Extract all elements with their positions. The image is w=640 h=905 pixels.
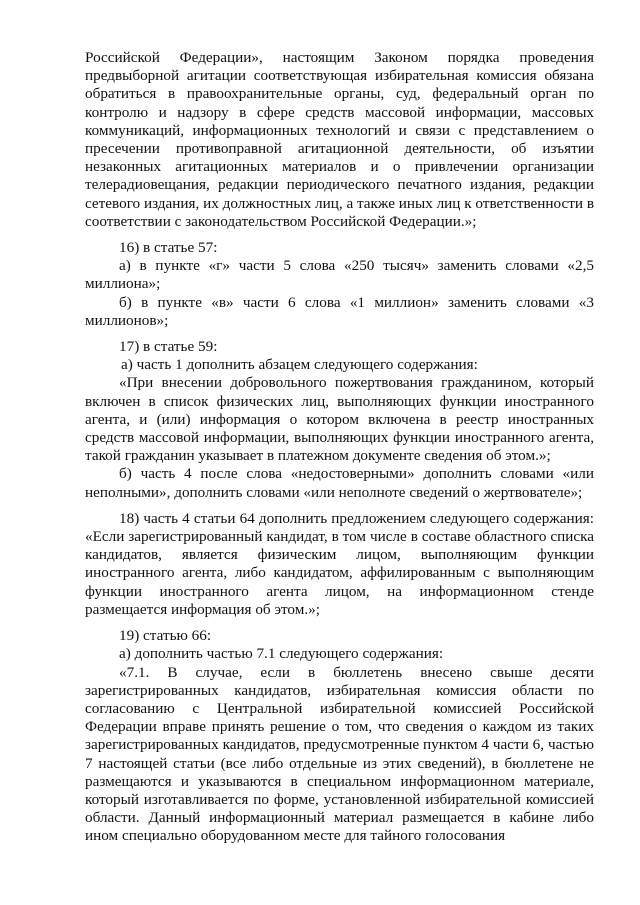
paragraph-item-17: 17) в статье 59:: [119, 338, 218, 356]
paragraph-item-16: 16) в статье 57:: [119, 239, 218, 257]
paragraph-item-19: 19) статью 66:: [119, 627, 212, 645]
paragraph-item-16b: б) в пункте «в» части 6 слова «1 миллион» заменить словами «3 миллионов»;: [85, 293, 594, 329]
paragraph-item-19a: а) дополнить частью 7.1 следующего содержания:: [119, 645, 444, 663]
paragraph-item-16a: а) в пункте «г» части 5 слова «250 тысяч» заменить словами «2,5 миллиона»;: [85, 257, 594, 293]
paragraph-item-17a: а) часть 1 дополнить абзацем следующего содержания:: [121, 356, 478, 374]
paragraph-item-18: 18) часть 4 статьи 64 дополнить предложением следующего содержания: «Если зарегистрированный кандидат, в том числе в составе областного списка кандидатов, является физическим лицом, выполняющим функции иностранного агента, либо кандидатом, аффилированным с выполняющим функции иностранного агента лицом, на информационном стенде размещается информация об этом.»;: [85, 509, 594, 618]
paragraph-item-17b: б) часть 4 после слова «недостоверными» дополнить словами «или неполными», дополнить словами «или неполноте сведений о жертвователе»;: [85, 465, 594, 501]
paragraph-item-17a-quote: «При внесении добровольного пожертвования гражданином, который включен в список физических лиц, выполняющих функции иностранного агента, и (или) информация о котором включена в реестр иностранных средств массовой информации, выполняющих функции иностранного агента, такой гражданин указывает в платежном документе сведения об этом.»;: [85, 374, 594, 465]
paragraph-item-19a-quote: «7.1. В случае, если в бюллетень внесено свыше десяти зарегистрированных кандидатов, избирательная комиссия области по согласованию с Центральной избирательной комиссией Российской Федерации вправе принять решение о том, что сведения о каждом из таких зарегистрированных кандидатов, предусмотренные пунктом 4 части 6, частью 7 настоящей статьи (все либо отдельные из этих сведений), в бюллетене не размещаются и указываются в специальном информационном материале, который изготавливается по форме, установленной избирательной комиссией области. Данный информационный материал размещается в кабине либо ином специально оборудованном месте для тайного голосования: [85, 663, 594, 845]
paragraph-continuation: Российской Федерации», настоящим Законом порядка проведения предвыборной агитации соответствующая избирательная комиссия обязана обратиться в правоохранительные органы, суд, федеральный орган по контролю и надзору в сфере средств массовой информации, массовых коммуникаций, информационных технологий и связи с представлением о пресечении противоправной агитационной деятельности, об изъятии незаконных агитационных материалов и о привлечении организации телерадиовещания, редакции периодического печатного издания, редакции сетевого издания, их должностных лиц, а также иных лиц к ответственности в соответствии с законодательством Российской Федерации.»;: [85, 49, 594, 230]
